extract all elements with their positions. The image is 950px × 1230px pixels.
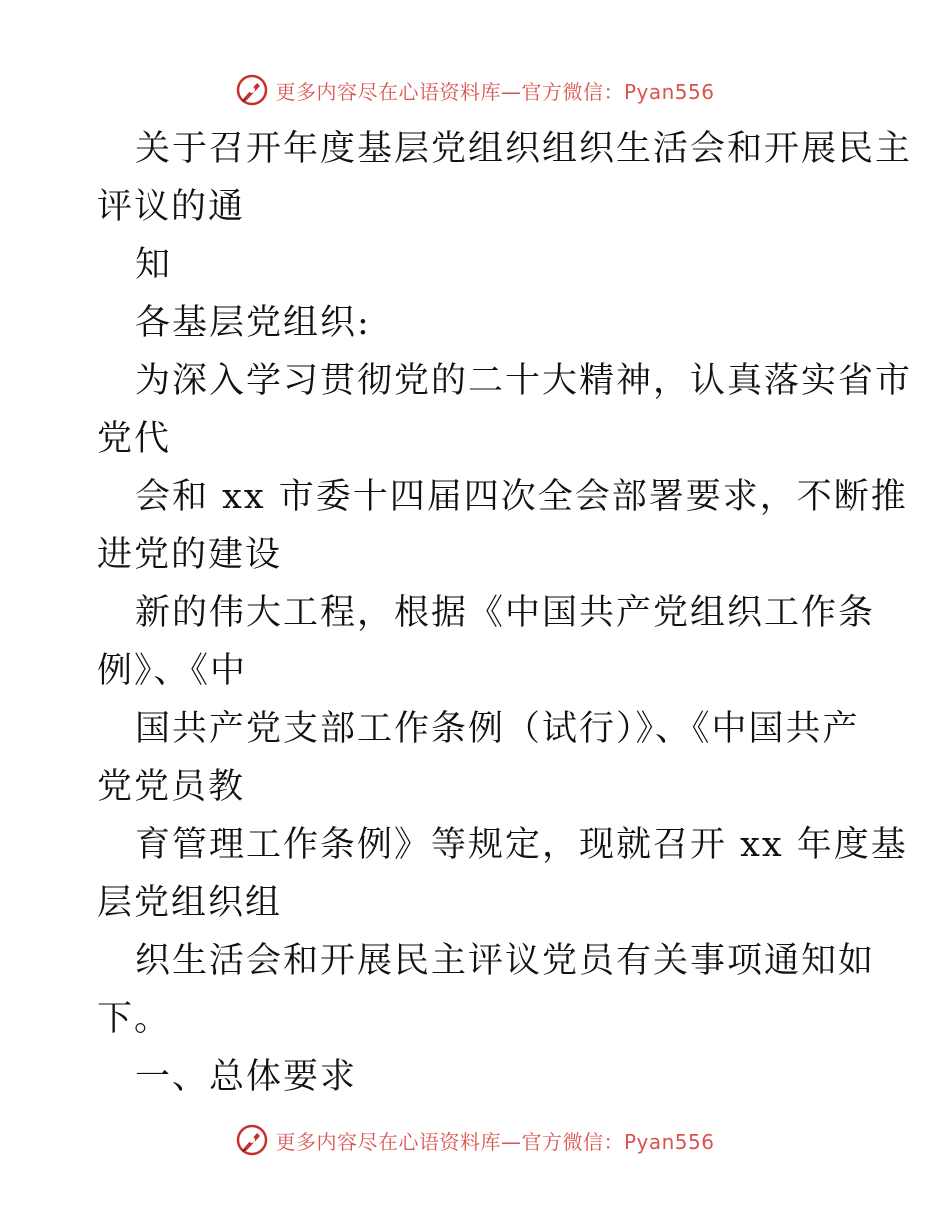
body-line: 层党组织组 [97,883,283,923]
body-line: 党代 [97,419,172,459]
body-line: 会和 xx 市委十四届四次全会部署要求，不断推 [135,477,908,517]
title-line-2: 评议的通 [97,187,246,227]
body-line: 党党员教 [97,767,246,807]
body-line: 织生活会和开展民主评议党员有关事项通知如 [135,941,876,981]
body-line: 为深入学习贯彻党的二十大精神，认真落实省市 [135,361,913,401]
body-line: 下。 [97,999,172,1039]
body-line: 育管理工作条例》等规定，现就召开 xx 年度基 [135,825,908,865]
watermark-text: 更多内容尽在心语资料库—官方微信：Pyan556 [275,79,715,104]
title-line-1: 关于召开年度基层党组织组织生活会和开展民主 [135,129,913,169]
body-line: 国共产党支部工作条例（试行）》、《中国共产 [135,709,860,749]
watermark-footer [0,1120,950,1160]
watermark-text: 更多内容尽在心语资料库—官方微信：Pyan556 [275,1129,715,1154]
pen-logo-icon [235,73,269,107]
body-line: 进党的建设 [97,535,283,575]
document-body [97,120,913,1106]
pen-logo-icon [235,1123,269,1157]
salutation: 各基层党组织: [135,303,371,343]
body-line: 新的伟大工程，根据《中国共产党组织工作条 [135,593,876,633]
title-line-3: 知 [135,245,173,285]
section-heading: 一、总体要求 [135,1057,358,1097]
body-line: 例》、《中 [97,651,248,691]
watermark-header [0,70,950,110]
